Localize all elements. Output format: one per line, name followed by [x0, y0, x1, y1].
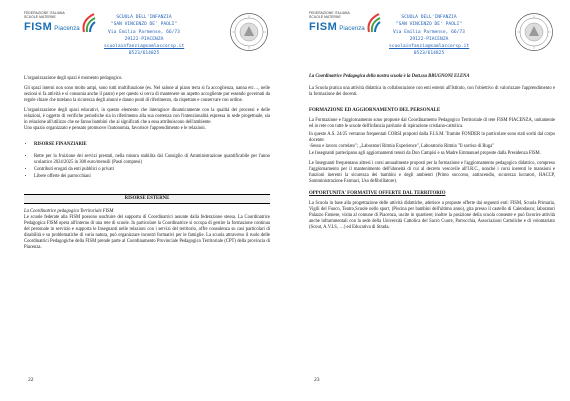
- left-content: [24, 76, 270, 255]
- school-sub: "SAN VINCENZO DE' PAOLI": [110, 22, 178, 28]
- fism-swoosh-icon: [80, 12, 96, 34]
- school-seal-icon: [514, 12, 554, 52]
- page-number: 22: [28, 377, 34, 383]
- coord-internal-text: La Scuola pratica una attività didattica in collaborazione con enti esterni all'Istituto, con l'obiettivo di valorizzare l'apprendimento e la formazione dei docenti.: [309, 86, 555, 97]
- risorse-heading: • RISORSE FINANZIARIE: [34, 142, 270, 148]
- opportunita-heading: OPPORTUNITA' FORMATIVE OFFERTE DAL TERRITORIO: [309, 191, 446, 196]
- spaces-para-2: L'organizzazione degli spazi educativi, in questo elemento che interagisce dinamicamente con la qualità dei processi e delle relazioni, è oggetto di verifiche periodiche sia in riferimento alla sua coerenza con l'intenzionalità espressa in sede progettuale, sia in relazione all'utilizzo che ne fanno bambini che ai significati che a essa attribuiscono dell'ambiente.: [24, 108, 270, 125]
- coord-title: La Coordinatrice pedagogica Territoriale FISM: [24, 209, 114, 214]
- school-phone: 0523/614825: [413, 51, 445, 57]
- school-city: 29122-PIACENZA: [124, 36, 164, 42]
- risorse-item: • Libere offerte dei parrocchiani: [34, 174, 270, 180]
- right-content: [309, 74, 555, 235]
- fism-city: Piacenza: [54, 25, 80, 33]
- risorse-item: • Contributi erogati da enti pubblici o privati: [34, 167, 270, 173]
- fism-federation-line2: SCUOLE MATERNE: [24, 14, 56, 19]
- spaces-para-1: Gli spazi interni non sono molto ampi, sono tutti multifunzione (es. Nel salone al piano terra si fa accoglienza, nanna etc…, nelle sezioni si fa attività e si consuma anche il pasto) e per questo si cerca di mantenere un aspetto accogliente pur essendo governati da regole chiare che tutelano la sicurezza degli alunni e danno punti di riferimento, da rispettare e conservare con ordine.: [24, 86, 270, 103]
- page-header: [285, 8, 570, 74]
- fism-logo: [24, 12, 94, 33]
- fism-city: Piacenza: [339, 25, 365, 33]
- page-number: 23: [314, 377, 320, 383]
- school-city: 29122-PIACENZA: [409, 36, 449, 42]
- fism-wordmark: FISM: [24, 21, 53, 34]
- coord-text: Le scuole federate alla FISM possono usufruire del supporto di Coordinatrici assunte dalla federazione stessa. La Coordinatrice Pedagogica FISM opera all'interno di una rete di scuole. In particolare la Coordinatrice si occupa di gestire la formazione continua del personale in servizio e supporta le Insegnanti nelle relazioni con i servizi del territorio, offre consulenza su casi particolari di disabilità e su problematiche di varia natura, può organizzare incontri formativi per le famiglie. La scuola attraverso il ruolo delle Coordinatrici Pedagogiche della FISM prende parte al Coordinamento Provinciale Pedagogico Territoriale (CPT) della provincia di Piacenza.: [24, 215, 270, 250]
- school-sub: "SAN VINCENZO DE' PAOLI": [395, 22, 463, 28]
- fism-logo: [309, 12, 379, 33]
- page-23: [285, 0, 570, 401]
- page-header: [0, 8, 285, 74]
- coord-internal-title: La Coordinatrice Pedagogica della nostra scuola è la Dott.ssa BRUGNONI ELENA: [309, 74, 470, 79]
- school-seal-icon: [229, 12, 269, 52]
- spaces-para-3: Uno spazio organizzato e pensato promuove l'autonomia, favorisce l'apprendimento e le relazioni.: [24, 126, 206, 131]
- risorse-item: • Rette per la fruizione dei servizi prestati, nella misura stabilita dal Consiglio di Amministrazione quantificabile per l'anno scolastico 2024/2025 in 300 euro/mensili (Pasti compresi): [34, 154, 270, 166]
- school-name: SCUOLA DELL'INFANZIA: [401, 15, 457, 20]
- formazione-para-2: In questo A.S. 24/25 verranno frequentati CORSI proposti dalla F.I.S.M. Tramite FONDER in particolare sono stati scelti dal corpo docente:: [309, 132, 555, 143]
- formazione-heading: FORMAZIONE ED AGGIORNAMENTO DEL PERSONALE: [309, 108, 441, 113]
- risorse-list: [24, 154, 270, 180]
- school-email[interactable]: scuolainfanzia@samlaccorsp.it: [389, 44, 470, 50]
- fism-wordmark: FISM: [309, 21, 338, 34]
- formazione-para-1: La Formazione e l'aggiornamento sono proposte dal Coordinamento Pedagogico Territoriale di rete FISM PIACENZA, unitamente ed in rete con tutte le scuole dell'infanzia paritarie di ispirazione cristiana-cattolica.: [309, 118, 555, 129]
- opportunita-text: La Scuola in base alla progettazione delle attività didattiche, aderisce a proposte offerte dai seguenti enti: FISM, Scuola Primaria, Vigili del Fuoco, Teatro,Scuole nello sport, (Piscina per bambini dell'ultimo anno), gita presso il castello di Calendasco; laboratori Palazzo Farnese, visita al comune di Piacenza, uscite in quartiere; inoltre la posizione della scuola consente e può favorire attività anche inframmentali con la sede della Università Cattolica del Sacro Cuore, Parrocchia, Associazioni Cattoliche e di volontariato (Scout, A.V.I.S, …) ed Educativa di Strada.: [309, 201, 555, 230]
- fism-federation-line1: FEDERAZIONE ITALIANA: [309, 11, 350, 15]
- fism-federation-line1: FEDERAZIONE ITALIANA: [24, 11, 65, 15]
- formazione-para-3: -Sesso e lavoro correlato"; „Laboratori Ritmia Experience", Laboratorio Ritmia "Il sorriso di Ruga": [309, 144, 495, 149]
- risorse-esterne-heading: RISORSE ESTERNE: [24, 194, 270, 204]
- school-info: [104, 14, 184, 58]
- intro-text: L'organizzazione degli spazi è momento pedagogico.: [24, 76, 123, 81]
- risorse-heading-list: [24, 142, 270, 148]
- school-phone: 0523/614825: [128, 51, 160, 57]
- school-info: [389, 14, 469, 58]
- fism-swoosh-icon: [365, 12, 381, 34]
- school-address: Via Emilia Parmense, 66/73: [393, 29, 465, 35]
- fism-federation-line2: SCUOLE MATERNE: [309, 14, 341, 19]
- school-address: Via Emilia Parmense, 66/73: [108, 29, 180, 35]
- formazione-para-4: Le Insegnanti partecipano agli aggiornamenti tenuti da Don Campisi e sa Madre Emmanuel proposte dalla Presidenza FISM.: [309, 151, 541, 156]
- formazione-para-5: Le Insegnanti frequentano altresì i corsi annualmente proposti per la formazione e l'aggiornamento pedagogico didattico, compreso l'aggiornamento per il mantenimento dell'idoneità di cui al decreto vescovile all'I.R.C., nonché i corsi inerenti le mansioni e funzioni inerenti la sicurezza dei bambini e degli ambienti (Primo soccorso, antincendio, sicurezza lucratori, HACCP, Somministrazione Farmaci, Uso defibrillatore).: [309, 161, 555, 184]
- school-email[interactable]: scuolainfanzia@samlaccorsp.it: [104, 44, 185, 50]
- school-name: SCUOLA DELL'INFANZIA: [116, 15, 172, 20]
